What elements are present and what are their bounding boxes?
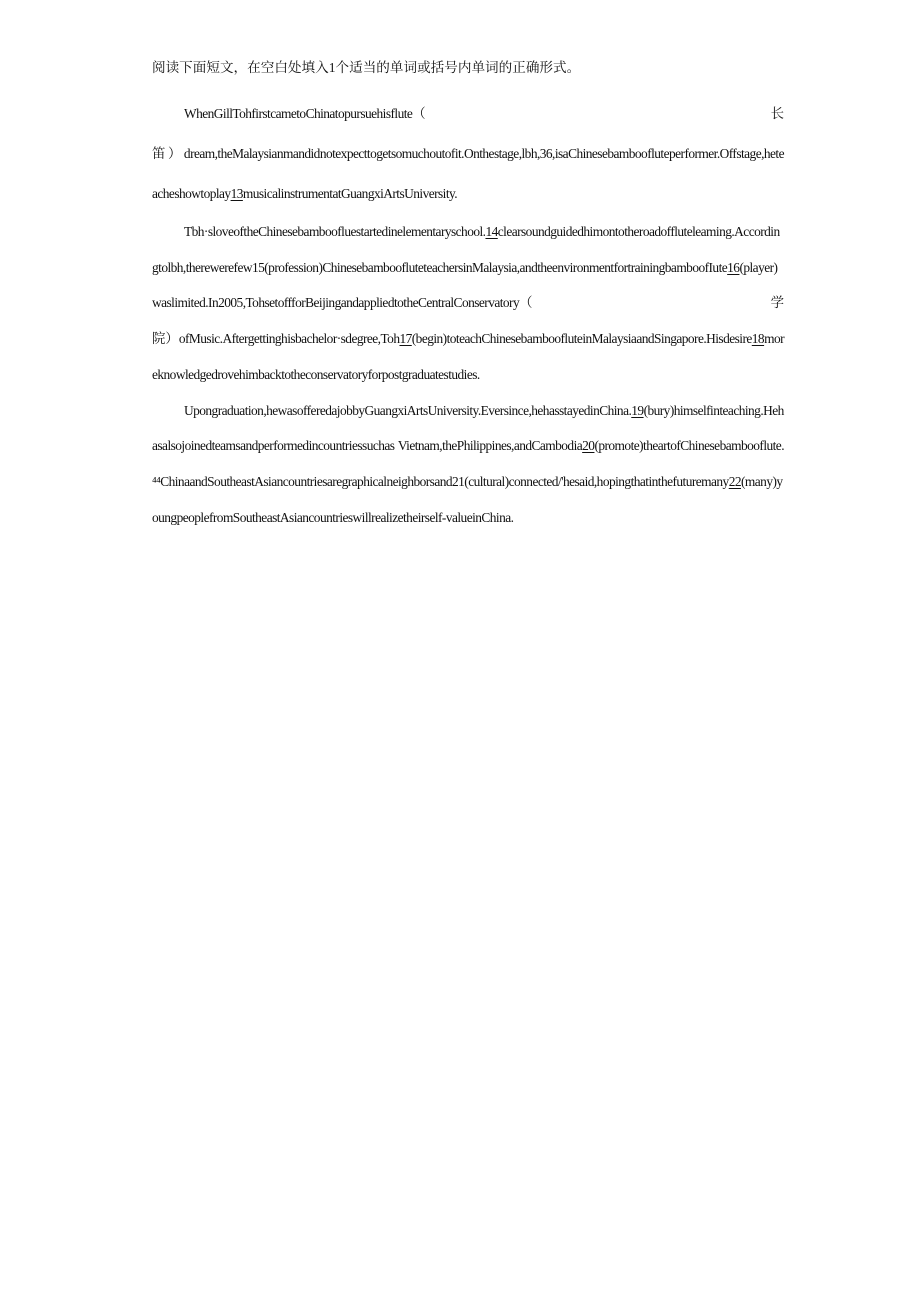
blank-20: 20 [582, 438, 595, 454]
paragraph-3-text-b: (bury)himselfinteaching.Hehasalsojoinedteamsandperformedincountriessuchas Vietnam,thePhilippines,andCambodia [152, 402, 784, 454]
paragraph-2 [152, 214, 784, 393]
blank-13: 13 [230, 186, 243, 201]
paragraph-1-cjk-a: 长 [770, 106, 784, 121]
paragraph-3 [152, 393, 784, 536]
paragraph-2-text-e: (begin)toteachChinesebamboofluteinMalaysiaandSingapore.Hisdesire [411, 331, 752, 347]
paragraph-3-text-a: Upongraduation,hewasofferedajobbyGuangxiArtsUniversity.Eversince,hehasstayedinChina. [184, 402, 632, 418]
paragraph-1-text-a: WhenGillTohfirstcametoChinatopursuehisflute（ [184, 106, 426, 121]
paragraph-1-text-c: musicalinstrumentatGuangxiArtsUniversity. [242, 186, 458, 201]
paragraph-2-text-d: ofMusic.Aftergettinghisbachelor·sdegree,Toh [178, 331, 400, 347]
instruction-text: 阅读下面短文，在空白处填入1个适当的单词或括号内单词的正确形式。 [152, 60, 581, 75]
document-body [152, 56, 784, 535]
paragraph-2-text-b: clearsoundguidedhimontotheroadoffluteleaming.Accordingtolbh,therewerefew15(profession)ChinesebamboofluteteachersinMalaysia,andtheenvironmentfortrainingbamboofIute [152, 224, 780, 275]
paragraph-3-text-d: (many)youngpeoplefromSoutheastAsiancountrieswillrealizetheirself-valueinChina. [152, 473, 783, 525]
paragraph-2-cjk-b: 院） [152, 331, 179, 347]
paragraph-2-text-c: (player)waslimited.In2005,TohsetoffforBeijingandappliedtotheCentralConservatory（ [152, 259, 778, 311]
blank-22: 22 [728, 473, 742, 489]
blank-14: 14 [485, 224, 498, 239]
paragraph-1-text-b: dream,theMalaysianmandidnotexpecttogetsomuchoutofit.Onthestage,lbh,36,isaChinesebamboofluteperformer.Offstage,heteacheshowtoplay [152, 146, 784, 201]
paragraph-1 [152, 94, 784, 214]
paragraph-3-text-c: (promote)theartofChinesebambooflute.⁴⁴ChinaandSoutheastAsiancountriesaregraphicalneighborsand21(cultural)connected/'hesaid,hopingthatinthefuturemany [152, 438, 784, 489]
paragraph-2-text-f: moreknowledgedrovehimbacktotheconservatoryforpostgraduatestudies. [152, 331, 784, 382]
blank-16: 16 [727, 259, 740, 275]
blank-19: 19 [631, 402, 644, 418]
paragraph-2-text-a: Tbh·sloveoftheChinesebamboofluestartedinelementaryschool. [184, 224, 486, 239]
paragraph-2-cjk-a: 学 [770, 295, 784, 311]
blank-17: 17 [399, 331, 412, 347]
blank-18: 18 [751, 331, 765, 347]
paragraph-1-cjk-b: 笛） [152, 146, 184, 161]
